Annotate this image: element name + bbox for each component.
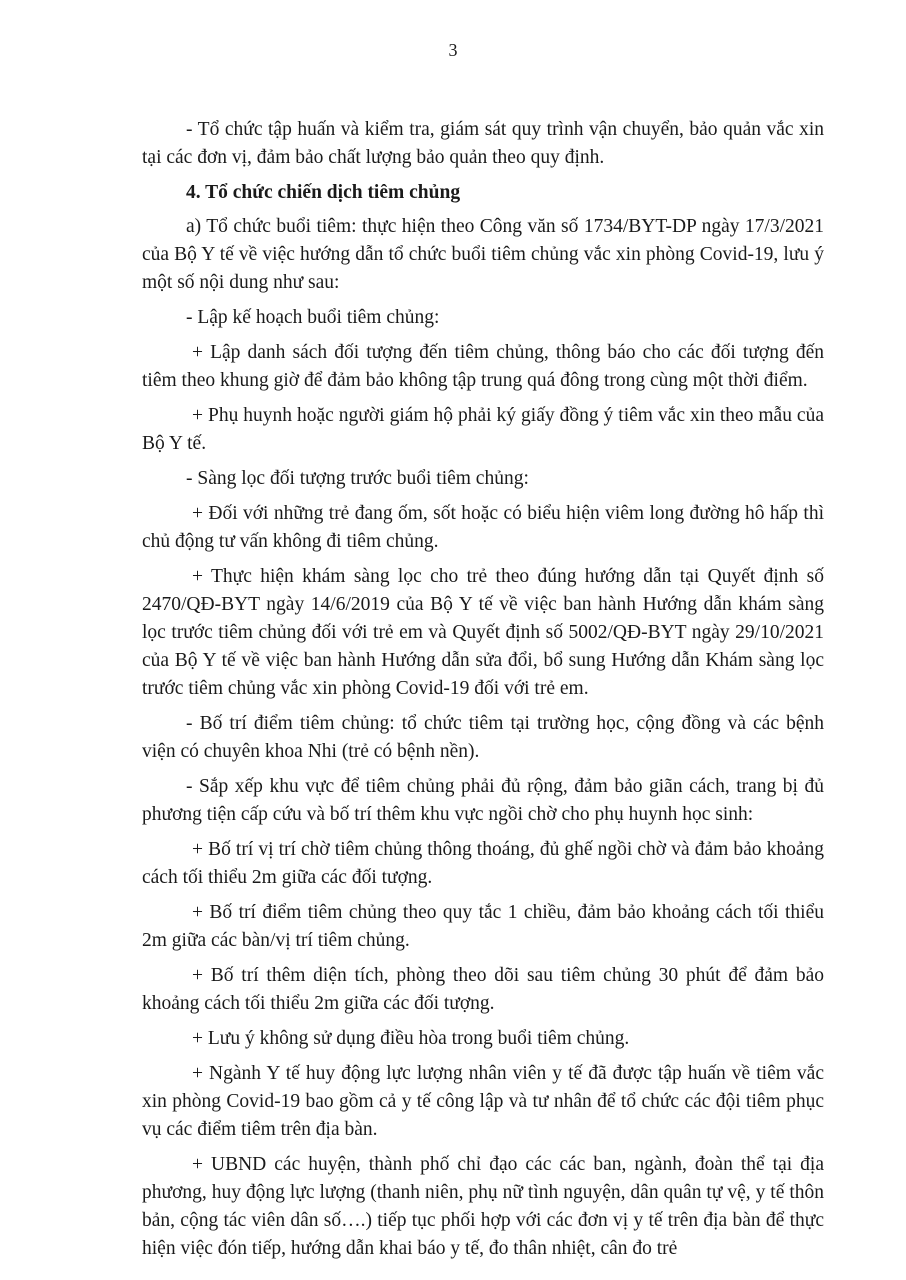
paragraph: + UBND các huyện, thành phố chỉ đạo các các ban, ngành, đoàn thể tại địa phương, huy động lực lượng (thanh niên, phụ nữ tình nguyện, dân quân tự vệ, y tế thôn bản, cộng tác viên dân số….) tiếp tục phối hợp với các đơn vị y tế trên địa bàn để thực hiện việc đón tiếp, hướng dẫn khai báo y tế, đo thân nhiệt, cân đo trẻ bbox=[142, 1154, 824, 1259]
paragraph: + Ngành Y tế huy động lực lượng nhân viên y tế đã được tập huấn về tiêm vắc xin phòng Covid-19 bao gồm cả y tế công lập và tư nhân để tổ chức các đội tiêm phục vụ các điểm tiêm trên địa bàn. bbox=[142, 1063, 824, 1140]
paragraph: - Tổ chức tập huấn và kiểm tra, giám sát quy trình vận chuyển, bảo quản vắc xin tại các đơn vị, đảm bảo chất lượng bảo quản theo quy định. bbox=[142, 119, 824, 168]
section-heading: 4. Tổ chức chiến dịch tiêm chủng bbox=[186, 182, 461, 203]
document-body bbox=[142, 116, 824, 1270]
paragraph: + Phụ huynh hoặc người giám hộ phải ký giấy đồng ý tiêm vắc xin theo mẫu của Bộ Y tế. bbox=[142, 405, 824, 454]
paragraph: + Đối với những trẻ đang ốm, sốt hoặc có biểu hiện viêm long đường hô hấp thì chủ động tư vấn không đi tiêm chủng. bbox=[142, 503, 824, 552]
paragraph: - Bố trí điểm tiêm chủng: tổ chức tiêm tại trường học, cộng đồng và các bệnh viện có chuyên khoa Nhi (trẻ có bệnh nền). bbox=[142, 713, 824, 762]
paragraph: - Lập kế hoạch buổi tiêm chủng: bbox=[186, 307, 440, 328]
paragraph: a) Tổ chức buổi tiêm: thực hiện theo Công văn số 1734/BYT-DP ngày 17/3/2021 của Bộ Y tế về việc hướng dẫn tổ chức buổi tiêm chủng vắc xin phòng Covid-19, lưu ý một số nội dung như sau: bbox=[142, 216, 824, 293]
paragraph: + Bố trí vị trí chờ tiêm chủng thông thoáng, đủ ghế ngồi chờ và đảm bảo khoảng cách tối thiểu 2m giữa các đối tượng. bbox=[142, 839, 824, 888]
paragraph: + Lưu ý không sử dụng điều hòa trong buổi tiêm chủng. bbox=[192, 1028, 630, 1049]
paragraph: - Sàng lọc đối tượng trước buổi tiêm chủng: bbox=[186, 468, 529, 489]
page-number: 3 bbox=[448, 40, 458, 60]
paragraph: - Sắp xếp khu vực để tiêm chủng phải đủ rộng, đảm bảo giãn cách, trang bị đủ phương tiện cấp cứu và bố trí thêm khu vực ngồi chờ cho phụ huynh học sinh: bbox=[142, 776, 824, 825]
paragraph: + Thực hiện khám sàng lọc cho trẻ theo đúng hướng dẫn tại Quyết định số 2470/QĐ-BYT ngày 14/6/2019 của Bộ Y tế về việc ban hành Hướng dẫn khám sàng lọc trước tiêm chủng đối với trẻ em và Quyết định số 5002/QĐ-BYT ngày 29/10/2021 của Bộ Y tế về việc ban hành Hướng dẫn sửa đổi, bổ sung Hướng dẫn Khám sàng lọc trước tiêm chủng vắc xin phòng Covid-19 đối với trẻ em. bbox=[142, 566, 824, 699]
paragraph: + Bố trí thêm diện tích, phòng theo dõi sau tiêm chủng 30 phút để đảm bảo khoảng cách tối thiểu 2m giữa các đối tượng. bbox=[142, 965, 824, 1014]
paragraph: + Bố trí điểm tiêm chủng theo quy tắc 1 chiều, đảm bảo khoảng cách tối thiểu 2m giữa các bàn/vị trí tiêm chủng. bbox=[142, 902, 824, 951]
paragraph: + Lập danh sách đối tượng đến tiêm chủng, thông báo cho các đối tượng đến tiêm theo khung giờ để đảm bảo không tập trung quá đông trong cùng một thời điểm. bbox=[142, 342, 824, 391]
